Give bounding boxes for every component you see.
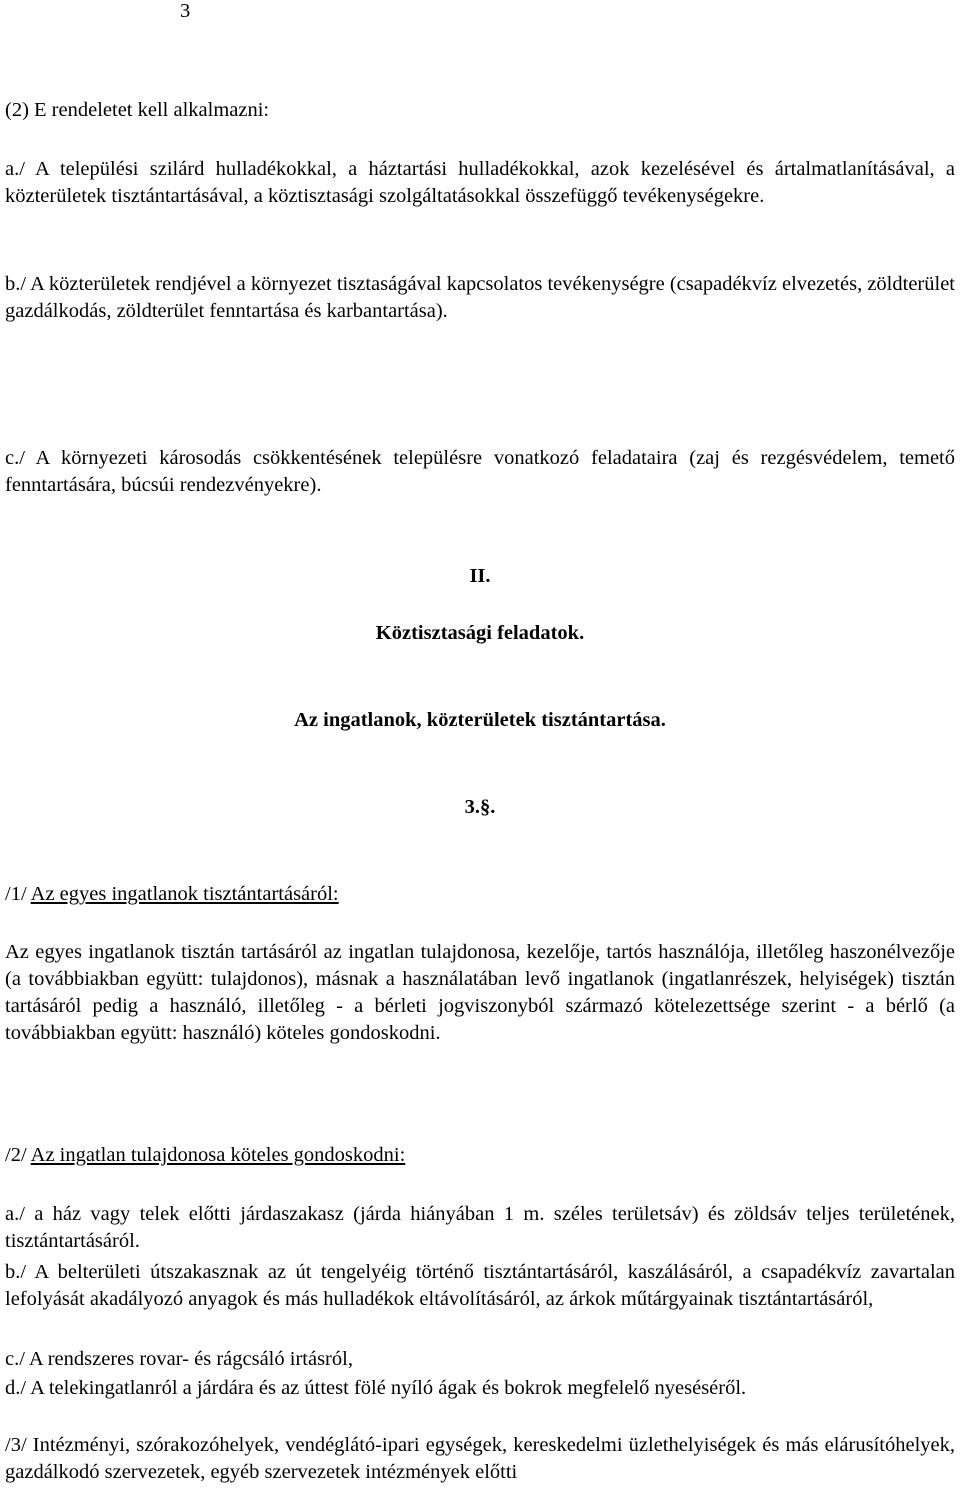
para3-text: /3/ Intézményi, szórakozóhelyek, vendéglátó-ipari egységek, kereskedelmi üzlethelyiségek és más elárusítóhelyek, gazdálkodó szervezetek, egyéb szervezetek intézmények előtti: [5, 1434, 955, 1483]
scope-item-c: c./ A környezeti károsodás csökkentésének településre vonatkozó feladataira (zaj és rezgésvédelem, temető fenntartására, búcsúi rendezvényekre).: [5, 447, 955, 496]
para2-heading-line: [5, 1142, 955, 1169]
para2-item-d: d./ A telekingatlanról a járdára és az úttest fölé nyíló ágak és bokrok megfelelő nyeséséről.: [5, 1377, 747, 1399]
chapter-number: II.: [469, 565, 491, 587]
intro-line: (2) E rendeletet kell alkalmazni:: [5, 99, 270, 121]
chapter-title: Köztisztasági feladatok.: [375, 622, 585, 644]
para2-item-a: a./ a ház vagy telek előtti járdaszakasz (járda hiányában 1 m. széles területsáv) és zöldsáv teljes területének, tisztántartásáról.: [5, 1203, 955, 1252]
para1-heading: Az egyes ingatlanok tisztántartásáról:: [30, 883, 339, 905]
scope-item-b: b./ A közterületek rendjével a környezet tisztaságával kapcsolatos tevékenységre (csapadékvíz elvezetés, zöldterület gazdálkodás, zöldterület fenntartása és karbantartása).: [5, 273, 955, 322]
para1-text: Az egyes ingatlanok tisztán tartásáról az ingatlan tulajdonosa, kezelője, tartós használója, illetőleg haszonélvezője (a továbbiakban együtt: tulajdonos), másnak a használatában levő ingatlanok (ingatlanrészek, helyiségek) tisztán tartásáról pedig a használó, illetőleg - a bérleti jogviszonyból származó kötelezettsége szerint - a bérlő (a továbbiakban együtt: használó) köteles gondoskodni.: [5, 941, 955, 1044]
para2-heading: Az ingatlan tulajdonosa köteles gondoskodni:: [30, 1144, 406, 1166]
para1-heading-line: [5, 881, 955, 908]
page-number: 3: [180, 0, 191, 22]
para1-number: /1/: [5, 883, 27, 905]
para2-item-c: c./ A rendszeres rovar- és rágcsáló irtásról,: [5, 1348, 353, 1370]
section-number: 3.§.: [464, 796, 496, 818]
para2-number: /2/: [5, 1144, 27, 1166]
scope-item-a: a./ A települési szilárd hulladékokkal, a háztartási hulladékokkal, azok kezelésével és ártalmatlanításával, a közterületek tisztántartásával, a köztisztasági szolgáltatásokkal összefüggő tevékenységekre.: [5, 158, 955, 207]
chapter-subtitle: Az ingatlanok, közterületek tisztántartása.: [294, 709, 666, 731]
para2-item-b: b./ A belterületi útszakasznak az út tengelyéig történő tisztántartásáról, kaszálásáról, a csapadékvíz zavartalan lefolyását akadályozó anyagok és más hulladékok eltávolításáról, az árkok műtárgyainak tisztántartásáról,: [5, 1261, 955, 1310]
